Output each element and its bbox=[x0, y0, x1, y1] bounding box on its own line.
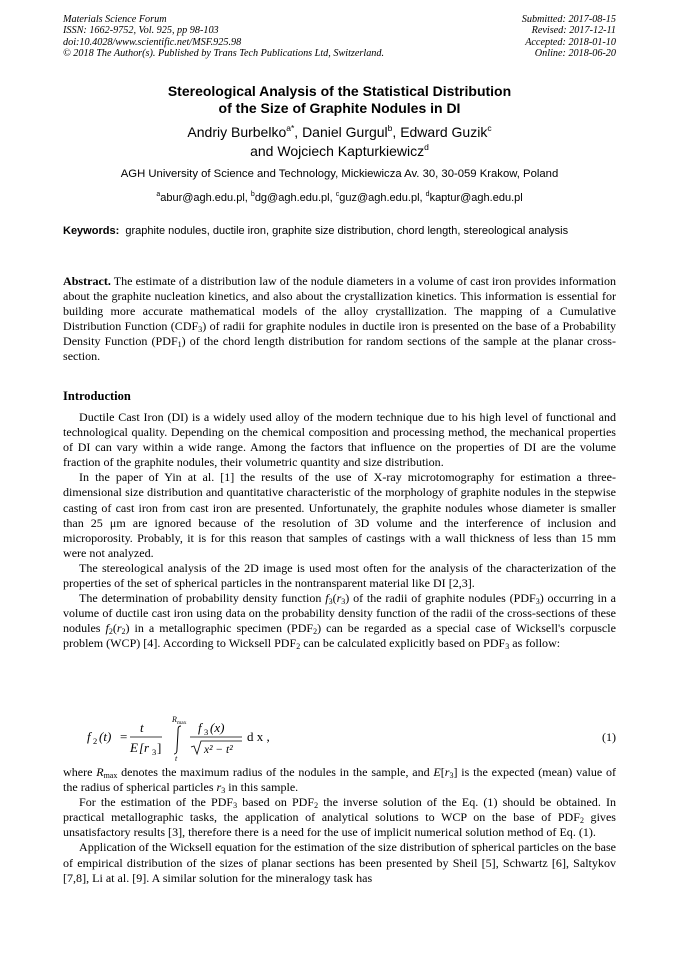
keywords bbox=[63, 225, 616, 238]
p4-text-7: ) can be regarded as a special case of Wicksell's corpuscle problem (WCP) [4]. According to Wicksell PDF bbox=[63, 621, 616, 651]
author-3-sup: c bbox=[487, 123, 492, 133]
abstract bbox=[63, 274, 616, 363]
author-2: Daniel Gurgul bbox=[302, 124, 388, 140]
author-line-2 bbox=[63, 142, 616, 161]
p4-f3: f bbox=[325, 591, 329, 606]
p4-text-1: The determination of probability density function bbox=[79, 591, 326, 606]
p6-text-2: based on PDF bbox=[237, 795, 315, 810]
author-2-sup: b bbox=[387, 123, 393, 133]
author-1-sup: a* bbox=[286, 123, 295, 133]
eq-num-arg: (x) bbox=[210, 720, 225, 735]
eq-sqrt-body: x² − t² bbox=[204, 744, 233, 756]
abstract-text-3: ) of the chord length distribution for random sections of the sample at the planar cross-section. bbox=[63, 333, 616, 363]
p4-text-2: ( bbox=[332, 591, 337, 606]
p5-r3: r bbox=[216, 780, 222, 795]
p4-pdf2b-sub: 2 bbox=[296, 642, 301, 652]
p6-sub-2: 2 bbox=[314, 801, 319, 811]
p4-f2: f bbox=[105, 621, 109, 636]
title-line-1: Stereological Analysis of the Statistical Distribution bbox=[167, 83, 512, 99]
journal-info bbox=[63, 14, 403, 59]
eq-den-sub: 3 bbox=[152, 747, 157, 757]
email-c-sup: c bbox=[335, 191, 340, 198]
author-3: Edward Guzik bbox=[400, 124, 488, 140]
equation-formula bbox=[85, 712, 345, 762]
p5-r-sub: 3 bbox=[449, 771, 454, 780]
eq-int-upper: R bbox=[172, 715, 177, 724]
eq-lhs-sub: 2 bbox=[93, 736, 98, 746]
keywords-text: graphite nodules, ductile iron, graphite size distribution, chord length, stereological analysis bbox=[125, 225, 569, 237]
submission-dates bbox=[440, 14, 616, 59]
eq-den-r: [r bbox=[139, 740, 150, 755]
paragraph-6 bbox=[63, 795, 616, 840]
p6-text-4: gives unsatisfactory results [3], therefore there is a need for the use of implicit numerical solution method of Eq. (1). bbox=[63, 810, 616, 840]
date-revised: Revised: 2017-12-11 bbox=[531, 25, 616, 37]
eq-den-close: ] bbox=[157, 740, 162, 755]
p4-text-8: can be calculated explicitly based on PDF bbox=[300, 636, 506, 651]
introduction-body bbox=[63, 410, 616, 652]
author-list bbox=[63, 123, 616, 161]
abstract-sub-1: 3 bbox=[198, 324, 203, 334]
paper-title bbox=[63, 83, 616, 117]
p4-f3-sub: 3 bbox=[328, 597, 333, 607]
email-c[interactable]: guz@agh.edu.pl bbox=[339, 192, 420, 204]
paragraph-2: In the paper of Yin at al. [1] the results of the use of X-ray microtomography for estimation a three-dimensional size distribution and quantitative characteristic of the morphology of graphite nodules in the stepwise casting of cast iron from cast iron are presented. Unfortunately, the graphite nodules whose diameter is smaller than 25 μm are ignored because of the resolution of 3D volume and the interference of inclusion and microporosity. Probably, it is for this reason that samples of castings with a wall thickness of less than 15 mm were not analyzed. bbox=[63, 470, 616, 560]
p4-r3: r bbox=[336, 591, 342, 606]
p6-text-3: the inverse solution of the Eq. (1) should be obtained. In practical metallographic tasks, the application of analytical solutions to WCP on the base of PDF bbox=[63, 795, 616, 825]
affiliation: AGH University of Science and Technology, Mickiewicza Av. 30, 30-059 Krakow, Poland bbox=[120, 168, 559, 180]
p5-text-1: where bbox=[63, 765, 97, 779]
p4-f2-sub: 2 bbox=[108, 627, 113, 637]
journal-issn: ISSN: 1662-9752, Vol. 925, pp 98-103 bbox=[63, 25, 219, 37]
p5-text-2: denotes the maximum radius of the nodules in the sample, and bbox=[117, 765, 434, 779]
p4-text-5: ( bbox=[112, 621, 117, 636]
p4-pdf3-sub: 3 bbox=[535, 597, 540, 607]
journal-name: Materials Science Forum bbox=[63, 14, 167, 25]
author-4-sup: d bbox=[424, 142, 429, 152]
paragraph-5 bbox=[63, 765, 616, 795]
author-and: and bbox=[250, 143, 274, 159]
p5-r3-sub: 3 bbox=[221, 786, 226, 796]
p4-r3-sub: 3 bbox=[341, 597, 346, 607]
author-4: Wojciech Kapturkiewicz bbox=[277, 143, 425, 159]
p5-r: r bbox=[444, 765, 450, 779]
p6-sub-1: 3 bbox=[233, 801, 238, 811]
p4-text-3: ) of the radii of graphite nodules (PDF bbox=[345, 591, 536, 606]
eq-den-E: E bbox=[130, 740, 138, 755]
p4-text-9: as follow: bbox=[509, 636, 561, 651]
journal-doi: doi:10.4028/www.scientific.net/MSF.925.98 bbox=[63, 36, 242, 48]
p5-text-3: [ bbox=[440, 765, 445, 779]
email-d-sup: d bbox=[425, 191, 430, 198]
p5-text-4: ] is the expected (mean) value of the radius of spherical particles bbox=[63, 765, 617, 795]
keywords-label: Keywords: bbox=[63, 225, 120, 237]
p4-pdf2-sub: 2 bbox=[313, 627, 318, 637]
author-1: Andriy Burbelko bbox=[187, 124, 287, 140]
p4-text-4: ) occurring in a volume of ductile cast iron using data on the probability density function of the radii of the cross-sections of these nodules bbox=[63, 591, 616, 636]
p6-text-1: For the estimation of the PDF bbox=[79, 795, 234, 810]
email-a[interactable]: abur@agh.edu.pl bbox=[160, 192, 245, 204]
p4-pdf3b-sub: 3 bbox=[505, 642, 510, 652]
email-b-sup: b bbox=[250, 191, 255, 198]
eq-num-f: f bbox=[198, 720, 202, 735]
introduction-body-continued bbox=[63, 765, 616, 886]
p4-text-6: ) in a metallographic specimen (PDF bbox=[125, 621, 314, 636]
p4-r2-sub: 2 bbox=[121, 627, 126, 637]
abstract-sub-2: 1 bbox=[177, 339, 182, 349]
eq-equals: = bbox=[120, 729, 128, 744]
author-line-1: Andriy Burbelko$^{a*}$, Daniel Gurgul$^b$, Edward Guzik$^c$ bbox=[187, 123, 492, 140]
eq-lhs-f: f bbox=[87, 729, 91, 744]
equation-number: (1) bbox=[601, 730, 616, 744]
eq-integral-sign bbox=[174, 726, 181, 754]
eq-num-t: t bbox=[140, 720, 144, 735]
date-accepted: Accepted: 2018-01-10 bbox=[525, 36, 616, 48]
eq-lhs-arg: (t) bbox=[99, 729, 112, 744]
abstract-text-1: The estimate of a distribution law of the nodule diameters in a volume of cast iron provides information about the graphite nucleation kinetics, and also about the crystallization kinetics. This information is essential for building more accurate mathematical models of the alloy crystallization. The mapping of a Cumulative Distribution Function (CDF bbox=[63, 274, 616, 333]
date-online: Online: 2018-06-20 bbox=[534, 47, 616, 59]
eq-dx: d x , bbox=[247, 729, 270, 744]
paragraph-7: Application of the Wicksell equation for the estimation of the size distribution of spherical particles on the base of empirical distribution of the sizes of planar sections has been presented by Sheil [5], Schwartz [6], Saltykov [7,8], Li at al. [9]. A similar solution for the mineralogy task has bbox=[63, 840, 616, 885]
p5-rmax: R bbox=[96, 765, 104, 779]
date-submitted: Submitted: 2017-08-15 bbox=[521, 14, 616, 25]
eq-num-f-sub: 3 bbox=[204, 727, 209, 737]
eq-int-lower: t bbox=[175, 754, 178, 762]
author-emails: $^a$abur@agh.edu.pl, $^b$dg@agh.edu.pl, $^c$guz@agh.edu.pl, $^d$kaptur@agh.edu.pl bbox=[156, 191, 523, 204]
paragraph-3: The stereological analysis of the 2D image is used most often for the analysis of the characterization of the properties of the set of spherical particles in the nontransparent material like DI [2,3]. bbox=[63, 560, 616, 591]
abstract-text-2: ) of radii for graphite nodules in ductile iron is presented on the base of a Probability Density Function (PDF bbox=[63, 318, 616, 348]
p4-r2: r bbox=[116, 621, 122, 636]
paragraph-1: Ductile Cast Iron (DI) is a widely used alloy of the modern technique due to his high level of functional and technological quality. Depending on the chemical composition and processing method, the mechanical properties of DI can vary within a wide range. Among the factors that influence on the properties of DI are the volume fraction of the graphite nodules, their volumetric quantity and size distribution. bbox=[63, 410, 616, 470]
p5-text-5: in this sample. bbox=[225, 780, 299, 795]
p6-sub-3: 2 bbox=[579, 816, 584, 826]
email-b[interactable]: dg@agh.edu.pl bbox=[254, 192, 330, 204]
eq-int-upper-sub: max bbox=[177, 720, 187, 726]
email-d[interactable]: kaptur@agh.edu.pl bbox=[429, 192, 523, 204]
email-a-sup: a bbox=[156, 191, 161, 198]
section-heading-introduction: Introduction bbox=[63, 389, 131, 403]
title-line-2: of the Size of Graphite Nodules in DI bbox=[218, 100, 461, 116]
p5-rmax-sub: max bbox=[103, 771, 118, 780]
equation-1 bbox=[63, 712, 616, 762]
abstract-label: Abstract. bbox=[63, 274, 111, 288]
journal-copyright: © 2018 The Author(s). Published by Trans Tech Publications Ltd, Switzerland. bbox=[63, 47, 385, 59]
p5-E: E bbox=[433, 765, 441, 779]
paragraph-4 bbox=[63, 591, 616, 651]
